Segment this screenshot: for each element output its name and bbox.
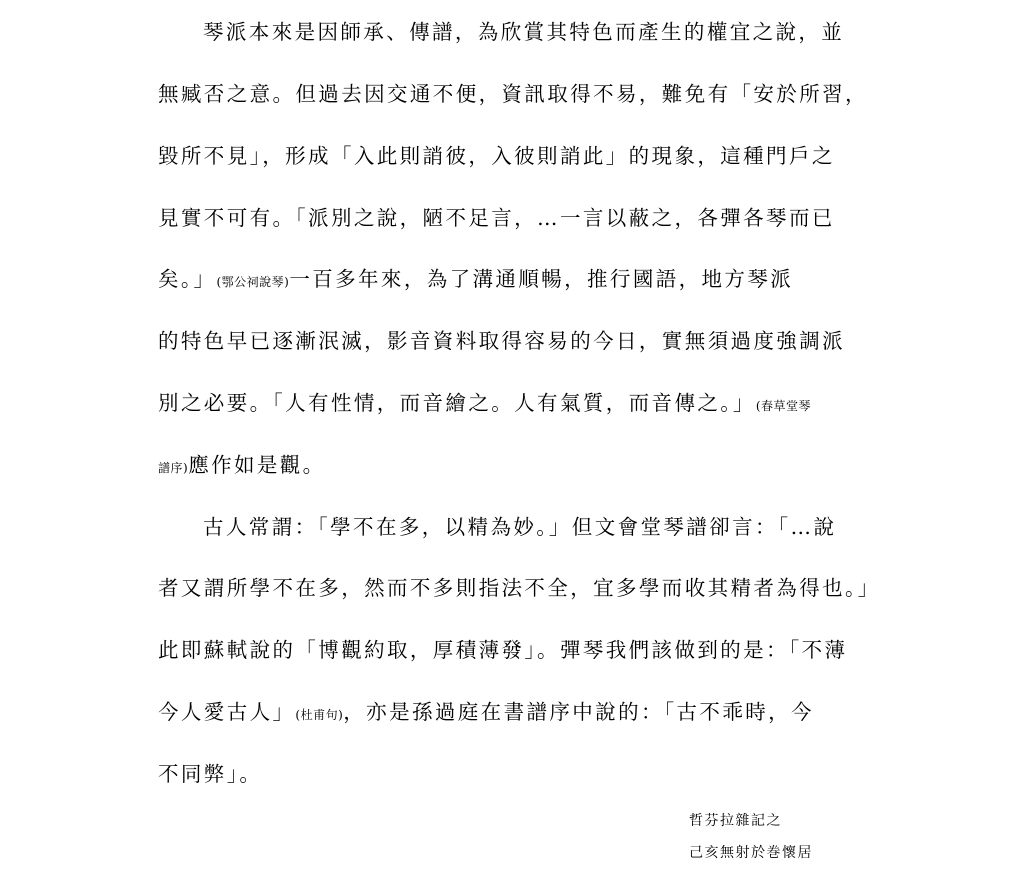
paragraph-1-line-4: 見實不可有。「派別之說，陋不足言，…一言以蔽之，各彈各琴而已 bbox=[158, 206, 835, 230]
citation-note: (杜甫句) bbox=[295, 708, 344, 722]
paragraph-2-line-5: 不同弊」。 bbox=[158, 762, 263, 786]
paragraph-1-line-2: 無臧否之意。但過去因交通不便，資訊取得不易，難免有「安於所習， bbox=[158, 82, 868, 106]
paragraph-2-line-4 bbox=[158, 699, 814, 728]
line-7-text-start: 別之必要。「人有性情，而音繪之。人有氣質，而音傳之。」 bbox=[158, 391, 756, 415]
paragraph-1-line-1: 琴派本來是因師承、傳譜，為欣賞其特色而產生的權宜之說，並 bbox=[203, 20, 845, 44]
line-4-text-end: ，亦是孫過庭在書譜序中說的：「古不乖時，今 bbox=[343, 700, 814, 724]
paragraph-1-line-6: 的特色早已逐漸泯滅，影音資料取得容易的今日，實無須過度強調派 bbox=[158, 329, 845, 353]
paragraph-2-line-2: 者又謂所學不在多，然而不多則指法不全，宜多學而收其精者為得也。」 bbox=[158, 576, 881, 600]
line-5-text-start: 矣。」 bbox=[158, 267, 217, 291]
paragraph-1-line-7 bbox=[158, 390, 811, 419]
citation-note: 譜序) bbox=[158, 461, 189, 475]
line-5-text-end: 一百多年來，為了溝通順暢，推行國語，地方琴派 bbox=[289, 267, 794, 291]
line-4-text-start: 今人愛古人」 bbox=[158, 700, 296, 724]
paragraph-1-line-8 bbox=[158, 452, 326, 481]
citation-note: (春草堂琴 bbox=[755, 399, 811, 413]
paragraph-1-line-5 bbox=[158, 266, 793, 295]
paragraph-1-line-3: 毀所不見」，形成「入此則誚彼，入彼則誚此」的現象，這種門戶之 bbox=[158, 144, 835, 168]
line-8-text-end: 應作如是觀。 bbox=[188, 453, 326, 477]
signature-date: 己亥無射於巻懷居 bbox=[689, 845, 813, 861]
paragraph-2-line-3: 此即蘇軾說的「博觀約取，厚積薄發」。彈琴我們該做到的是：「不薄 bbox=[158, 638, 848, 662]
paragraph-2-line-1: 古人常謂：「學不在多，以精為妙。」但文會堂琴譜卻言：「…說 bbox=[203, 515, 837, 539]
citation-note: (鄂公祠說琴) bbox=[216, 275, 290, 289]
signature-author: 哲芬拉雜記之 bbox=[689, 813, 782, 829]
